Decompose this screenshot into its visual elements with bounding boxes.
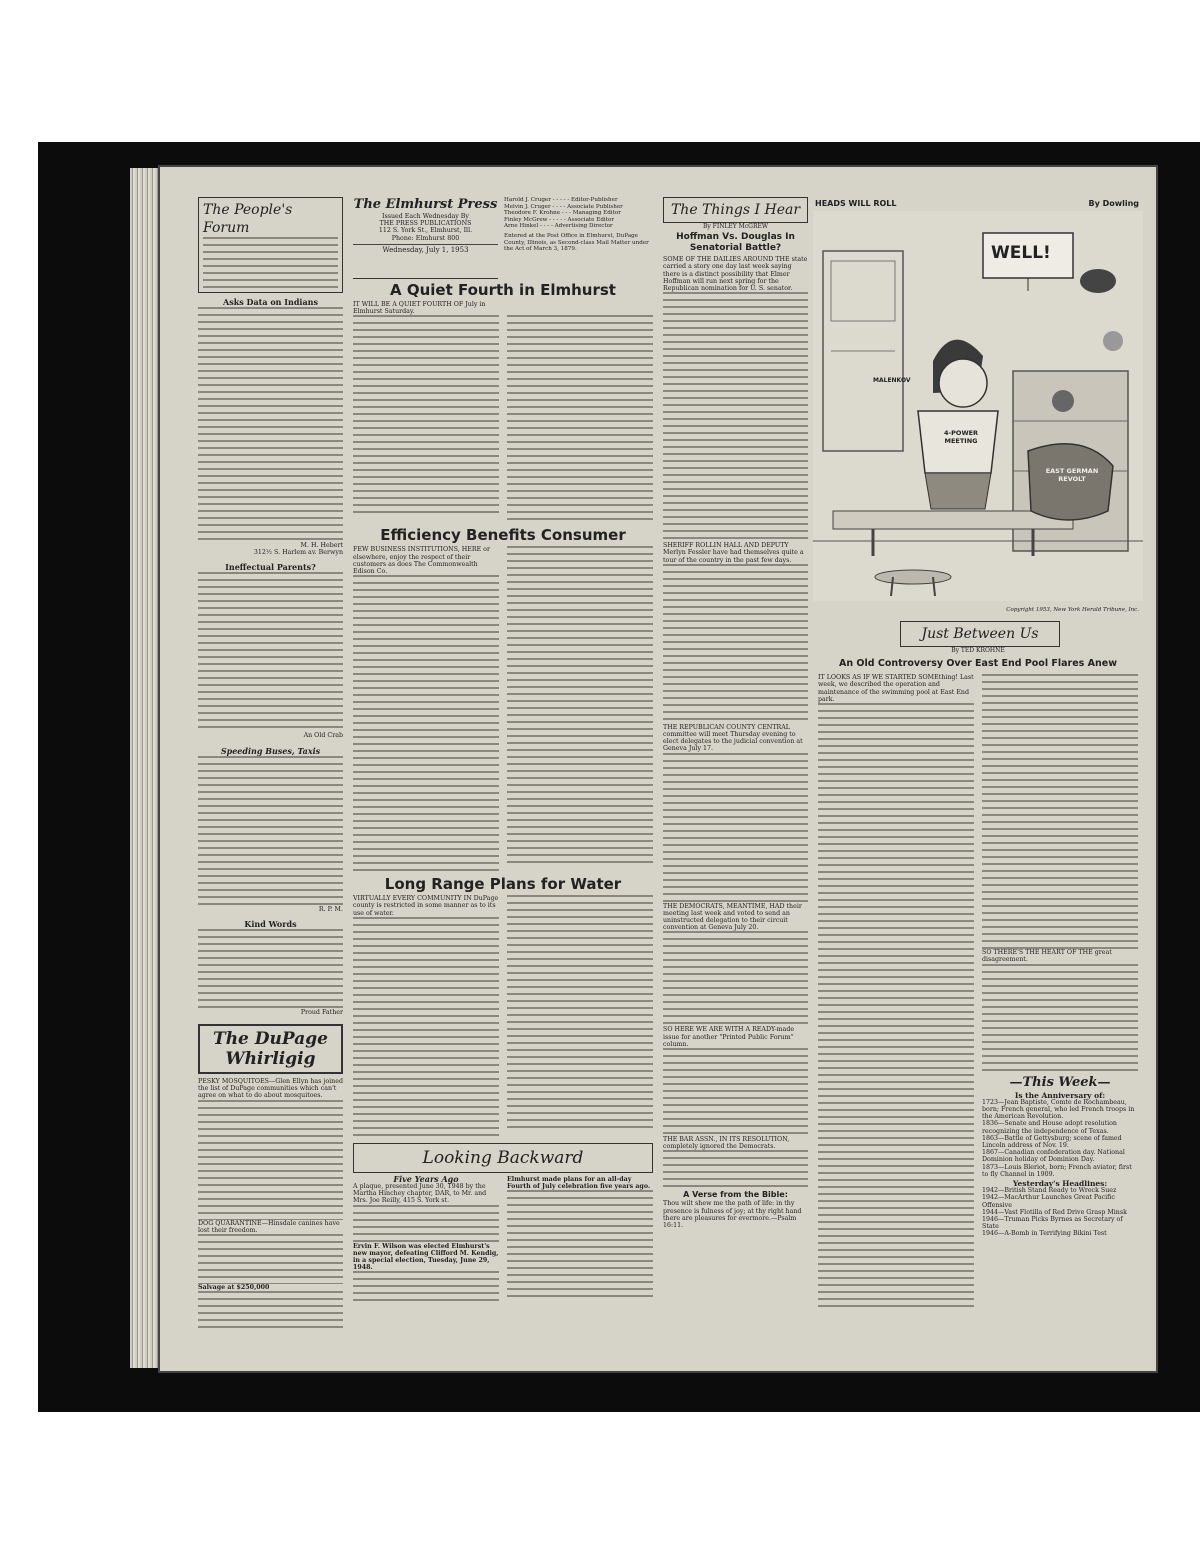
- cartoon-artist: By Dowling: [1088, 199, 1139, 208]
- byline-things: By FINLEY McGREW: [702, 223, 769, 230]
- masthead-line1: Issued Each Wednesday By: [382, 213, 469, 220]
- whirligig-title-2: Whirligig: [225, 1049, 316, 1070]
- forum-title: The People's Forum: [203, 202, 293, 236]
- editorial-fourth-text-left: [353, 315, 499, 515]
- looking-backward-box: [353, 1143, 653, 1173]
- whirligig-header-box: [198, 1024, 343, 1074]
- headline-item: 1942—MacArthur Launches Great Pacific Offensive: [982, 1194, 1115, 1209]
- cartoon-malenkov-label: MALENKOV: [873, 377, 911, 384]
- things-text-6: [663, 1150, 808, 1190]
- byline-between: By TED KROHNE: [951, 647, 1005, 654]
- letter-kind-text: [198, 929, 343, 1009]
- editorial-water-text-right: [507, 895, 653, 1131]
- headline-item: 1946—Truman Picks Byrnes as Secretary of State: [982, 1216, 1123, 1231]
- cartoon-sack-label: EAST GERMAN REVOLT: [1045, 467, 1099, 483]
- newspaper-page: [158, 165, 1158, 1373]
- staff-line: Melvin J. Cruger - - - - Associate Publisher: [504, 203, 623, 210]
- between-text-right: [982, 674, 1138, 949]
- heading-things-i-hear: The Things I Hear: [670, 202, 801, 218]
- heading-salvage: Salvage at $250,000: [198, 1284, 270, 1292]
- things-text-4: [663, 931, 808, 1026]
- things-header-box: [663, 197, 808, 223]
- heading-just-between: Just Between Us: [921, 626, 1039, 642]
- signature-indians-address: 312½ S. Harlem av. Berwyn: [253, 549, 343, 557]
- anniversary-item: 1836—Senate and House adopt resolution recognizing the independence of Texas.: [982, 1120, 1117, 1135]
- between-heart: SO THERE'S THE HEART OF THE great disagreement.: [982, 949, 1112, 964]
- whirligig-body-text-2: [198, 1234, 343, 1284]
- editorial-water-text-left: [353, 917, 499, 1139]
- backward-text: [353, 1205, 499, 1243]
- column-just-between-us: [818, 621, 1138, 1308]
- things-text-5: [663, 1048, 808, 1136]
- editorial-efficiency-body: [353, 546, 653, 871]
- things-republican: THE REPUBLICAN COUNTY CENTRAL committee will meet Thursday evening to elect delegates to the judicial convention at Geneva July 17.: [663, 723, 803, 753]
- heading-efficiency: Efficiency Benefits Consumer: [380, 526, 626, 545]
- staff-entry: Entered at the Post Office in Elmhurst, DuPage County, Illinois, as Second-class Mail Matter under the Act of March 3, 1879.: [504, 232, 649, 253]
- things-ready: SO HERE WE ARE WITH A READY-made issue for another "Printed Public Forum" column.: [663, 1026, 795, 1048]
- things-sheriff: SHERIFF ROLLIN HALL AND DEPUTY Merlyn Fessler have had themselves quite a tour of the country in the past few days.: [663, 542, 804, 564]
- signature-speeding: R. P. M.: [318, 905, 343, 913]
- things-text-1: [663, 292, 808, 542]
- backward-plaque: A plaque, presented June 30, 1948 by the Martha Hinchey chapter, DAR, to Mr. and Mrs. Joe Reilly, 415 S. York st.: [353, 1183, 487, 1205]
- salvage-text: [198, 1291, 343, 1331]
- letter-indians-text: [198, 307, 343, 542]
- anniversary-item: 1863—Battle of Gettysburg; scene of famed Lincoln address of Nov. 19.: [982, 1134, 1122, 1150]
- letter-parents-text: [198, 572, 343, 732]
- editorial-cartoon: [813, 197, 1143, 615]
- cartoon-copyright: Copyright 1953, New York Herald Tribune, Inc.: [1006, 607, 1139, 613]
- staff-line: Finley McGrew - - - - - Associate Editor: [504, 216, 615, 223]
- editorial-efficiency-text-right: [507, 546, 653, 866]
- whirligig-title-1: The DuPage: [213, 1029, 328, 1050]
- heading-pool: An Old Controversy Over East End Pool Flares Anew: [839, 658, 1117, 670]
- heading-parents: Ineffectual Parents?: [225, 562, 316, 573]
- whirligig-quarantine: DOG QUARANTINE—Hinsdale canines have lost their freedom.: [198, 1219, 340, 1234]
- whirligig-mosquitoes: PESKY MOSQUITOES—Glen Ellyn has joined the list of DuPage communities which can't agree on what to do about mosquitoes.: [198, 1078, 343, 1100]
- heading-water: Long Range Plans for Water: [384, 875, 622, 894]
- anniversary-item: 1873—Louis Bleriot, born; French aviator, first to fly Channel in 1909.: [982, 1163, 1132, 1178]
- heading-headlines: Yesterday's Headlines:: [1012, 1179, 1108, 1189]
- backward-text-2: [353, 1271, 499, 1303]
- signature-kind: Proud Father: [300, 1008, 343, 1016]
- forum-rules-text: [203, 237, 338, 289]
- heading-verse: A Verse from the Bible:: [683, 1190, 788, 1200]
- heading-anniversary: Is the Anniversary of:: [1014, 1090, 1106, 1100]
- cartoon-title: HEADS WILL ROLL: [815, 199, 897, 208]
- editorial-fourth-lead: IT WILL BE A QUIET FOURTH OF July in Elmhurst Saturday.: [353, 301, 486, 316]
- column-peoples-forum: [198, 197, 343, 1331]
- things-bar: THE BAR ASSN., IN ITS RESOLUTION, completely ignored the Democrats.: [663, 1136, 790, 1151]
- staff-line: Arne Hinkel - - - - Advertising Director: [504, 223, 613, 230]
- masthead-row: [353, 197, 653, 279]
- column-editorials: [353, 197, 653, 1303]
- between-body: [818, 674, 1138, 1308]
- cartoon-sign-text: WELL!: [991, 243, 1051, 263]
- staff-line: Harold J. Cruger - - - - - Editor-Publisher: [504, 197, 618, 203]
- between-header-box: [900, 621, 1060, 647]
- verse-text: Thou wilt shew me the path of life: in thy presence is fulness of joy; at thy right hand there are pleasures for evermore.—Psalm 16:11.: [663, 1200, 802, 1230]
- backward-wilson: Ervin F. Wilson was elected Elmhurst's new mayor, defeating Clifford M. Kendig, in a special election, Tuesday, June 29, 1948.: [353, 1242, 499, 1272]
- signature-parents: An Old Crab: [303, 732, 343, 740]
- editorial-fourth-text-right: [507, 315, 653, 522]
- letter-speeding-text: [198, 756, 343, 906]
- heading-quiet-fourth: A Quiet Fourth in Elmhurst: [390, 281, 616, 299]
- headline-item: 1942—British Stand Ready to Wreck Suez: [982, 1187, 1117, 1195]
- between-pool-lead: IT LOOKS AS IF WE STARTED SOMEthing! Last week, we described the operation and maintenance of the swimming pool at East End park.: [818, 674, 974, 703]
- looking-backward-body: [353, 1173, 653, 1304]
- headline-item: 1944—Vast Flotilla of Red Drive Grasp Minsk: [982, 1208, 1127, 1216]
- staff-box: [504, 197, 653, 279]
- heading-five-years: Five Years Ago: [393, 1173, 459, 1184]
- signature-indians: M. H. Hebert: [300, 542, 343, 549]
- editorial-efficiency-text-left: [353, 575, 499, 871]
- forum-header-box: [198, 197, 343, 293]
- masthead-line2: THE PRESS PUBLICATIONS: [379, 220, 472, 228]
- editorial-fourth-body: [353, 315, 653, 522]
- things-text-2: [663, 564, 808, 724]
- cartoon-shirt-label: 4-POWER MEETING: [943, 429, 979, 445]
- backward-text-3: [507, 1190, 653, 1300]
- things-text-3: [663, 753, 808, 903]
- heading-this-week: —This Week—: [1009, 1074, 1111, 1090]
- between-text-left: [818, 703, 974, 1308]
- editorial-water-lead: VIRTUALLY EVERY COMMUNITY IN DuPage county is restricted in some manner as to its use of water.: [353, 895, 499, 917]
- masthead-line4: Phone: Elmhurst 800: [391, 234, 460, 242]
- masthead-line3: 112 S. York St., Elmhurst, Ill.: [378, 227, 473, 235]
- headline-item: 1946—A-Bomb in Terrifying Bikini Test: [982, 1230, 1107, 1238]
- heading-hoffman: Hoffman Vs. Douglas In Senatorial Battle?: [676, 232, 795, 254]
- cartoon-drawing: [813, 211, 1143, 601]
- heading-kind-words: Kind Words: [244, 918, 297, 929]
- between-text-right-2: [982, 964, 1138, 1074]
- things-democrats: THE DEMOCRATS, MEANTIME, HAD their meeting last week and voted to send an uninstructed delegation to their circuit convention at Geneva July 20.: [663, 902, 802, 932]
- page-binding-edge: [130, 168, 158, 1368]
- things-hoffman: SOME OF THE DAILIES AROUND THE state carried a story one day last week saying there is a distinct possibility that Elmer Hoffman will run next spring for the Republican nomination for U. S. senator.: [663, 256, 808, 293]
- anniversary-item: 1867—Canadian confederation day. National Dominion holiday of Dominion Day.: [982, 1149, 1125, 1164]
- whirligig-body-text: [198, 1100, 343, 1220]
- heading-speeding: Speeding Buses, Taxis: [220, 745, 321, 756]
- heading-indians: Asks Data on Indians: [223, 297, 318, 307]
- heading-looking-backward: Looking Backward: [422, 1147, 584, 1168]
- editorial-efficiency-lead: FEW BUSINESS INSTITUTIONS, HERE or elsewhere, enjoy the respect of their customers as does The Commonwealth Edison Co.: [353, 546, 490, 576]
- staff-line: Theodore F. Krohne - - - Managing Editor: [504, 210, 621, 217]
- masthead-box: [353, 197, 498, 279]
- masthead-name: The Elmhurst Press: [353, 197, 498, 212]
- masthead-date: Wednesday, July 1, 1953: [382, 245, 469, 254]
- editorial-water-body: [353, 895, 653, 1139]
- column-things-i-hear: [663, 197, 808, 1229]
- backward-parks: Elmhurst made plans for an all-day Fourth of July celebration five years ago.: [507, 1175, 651, 1191]
- anniversary-item: 1723—Jean Baptiste, Comte de Rochambeau, born; French general, who led French troops in the American Revolution.: [982, 1098, 1135, 1121]
